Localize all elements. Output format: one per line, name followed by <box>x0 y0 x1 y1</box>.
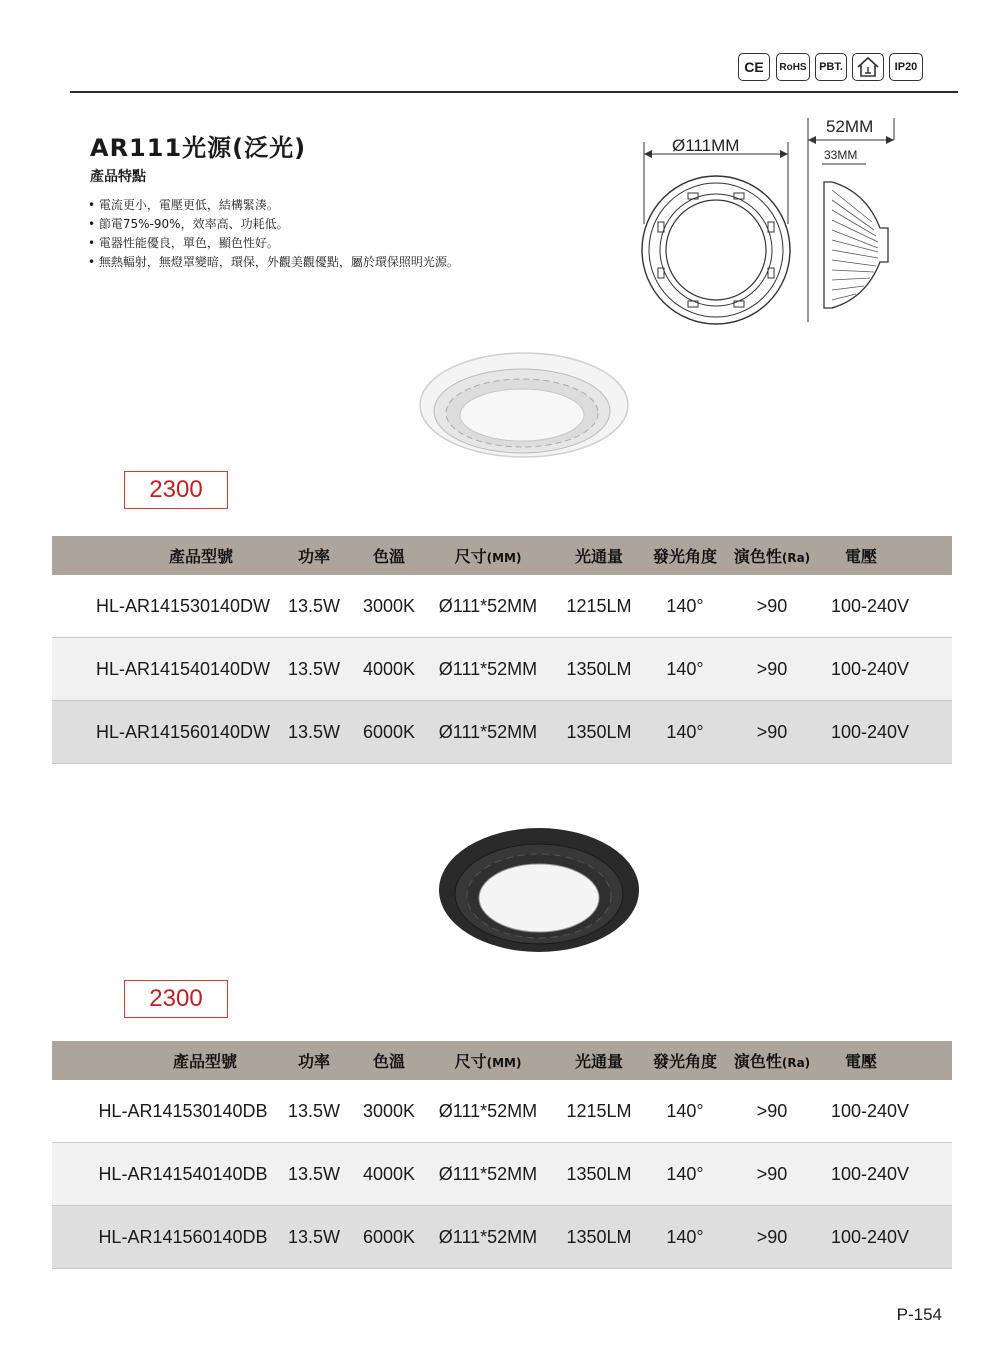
cell-power: 13.5W <box>287 595 341 616</box>
table-row <box>52 638 952 701</box>
cell-model: HL-AR141530140DW <box>95 595 271 616</box>
cell-power: 13.5W <box>287 1226 341 1247</box>
cell-lumen: 1350LM <box>566 1163 632 1184</box>
cell-lumen: 1215LM <box>566 595 632 616</box>
model-code-box: 2300 <box>124 980 228 1018</box>
header-lumen: 光通量 <box>574 1052 623 1071</box>
cell-cct: 3000K <box>362 1100 416 1121</box>
product-title: AR111光源(泛光) <box>90 134 307 162</box>
cell-cri: >90 <box>756 1226 788 1247</box>
cell-size: Ø111*52MM <box>438 721 538 742</box>
white-lamp-image <box>416 345 632 465</box>
table-row <box>52 1080 952 1143</box>
cell-voltage: 100-240V <box>830 1226 910 1247</box>
feature-list <box>88 196 459 272</box>
cell-cri: >90 <box>756 1163 788 1184</box>
cell-voltage: 100-240V <box>830 1163 910 1184</box>
cell-model: HL-AR141560140DW <box>95 721 271 742</box>
cell-beam-angle: 140° <box>666 1163 704 1184</box>
cell-beam-angle: 140° <box>666 1100 704 1121</box>
cell-beam-angle: 140° <box>666 721 704 742</box>
cell-cct: 6000K <box>362 1226 416 1247</box>
table-header <box>52 536 952 575</box>
cell-model: HL-AR141540140DW <box>95 658 271 679</box>
cell-voltage: 100-240V <box>830 1100 910 1121</box>
cell-voltage: 100-240V <box>830 721 910 742</box>
cell-beam-angle: 140° <box>666 595 704 616</box>
header-beam-angle: 發光角度 <box>652 1052 717 1071</box>
cell-voltage: 100-240V <box>830 658 910 679</box>
indoor-use-icon <box>852 53 884 81</box>
cell-beam-angle: 140° <box>666 658 704 679</box>
feature-item: • 節電75%-90%，效率高、功耗低。 <box>88 215 459 234</box>
cell-cct: 4000K <box>362 658 416 679</box>
header-power: 功率 <box>297 547 330 566</box>
table-row <box>52 701 952 764</box>
rohs-badge: RoHS <box>776 53 810 81</box>
cell-model: HL-AR141540140DB <box>98 1163 268 1184</box>
cell-power: 13.5W <box>287 1100 341 1121</box>
cell-cri: >90 <box>756 658 788 679</box>
header-size: 尺寸(MM) <box>454 1052 522 1071</box>
ip20-badge: IP20 <box>889 53 923 81</box>
cell-power: 13.5W <box>287 721 341 742</box>
header-lumen: 光通量 <box>574 547 623 566</box>
feature-item: • 電流更小，電壓更低，結構緊湊。 <box>88 196 459 215</box>
cell-cct: 4000K <box>362 1163 416 1184</box>
model-code-box: 2300 <box>124 471 228 509</box>
page-number: P-154 <box>896 1305 942 1324</box>
cell-cct: 6000K <box>362 721 416 742</box>
table-row <box>52 1206 952 1269</box>
cell-size: Ø111*52MM <box>438 1100 538 1121</box>
header-cri: 演色性(Ra) <box>733 547 811 566</box>
cell-cri: >90 <box>756 1100 788 1121</box>
inner-depth-label: 33MM <box>824 148 858 162</box>
cell-power: 13.5W <box>287 658 341 679</box>
cell-cri: >90 <box>756 721 788 742</box>
cell-lumen: 1350LM <box>566 658 632 679</box>
feature-item: • 無熱輻射，無燈罩變暗，環保，外觀美觀優點，屬於環保照明光源。 <box>88 253 459 272</box>
spec-table-black <box>52 1041 952 1269</box>
ce-badge: CE <box>738 53 770 81</box>
features-heading: 產品特點 <box>90 169 146 185</box>
header-divider <box>70 91 958 93</box>
cell-cri: >90 <box>756 595 788 616</box>
height-label: 52MM <box>826 117 874 136</box>
cell-power: 13.5W <box>287 1163 341 1184</box>
cell-lumen: 1350LM <box>566 1226 632 1247</box>
header-size: 尺寸(MM) <box>454 547 522 566</box>
header-cct: 色溫 <box>372 547 405 566</box>
cell-voltage: 100-240V <box>830 595 910 616</box>
pbt-badge: PBT. <box>815 53 847 81</box>
cell-model: HL-AR141530140DB <box>98 1100 268 1121</box>
header-power: 功率 <box>297 1052 330 1071</box>
header-beam-angle: 發光角度 <box>652 547 717 566</box>
cell-size: Ø111*52MM <box>438 1226 538 1247</box>
header-model: 產品型號 <box>168 547 233 566</box>
cell-lumen: 1215LM <box>566 1100 632 1121</box>
table-row <box>52 1143 952 1206</box>
header-voltage: 電壓 <box>844 547 877 566</box>
cell-size: Ø111*52MM <box>438 658 538 679</box>
header-cct: 色溫 <box>372 1052 405 1071</box>
dimension-drawing <box>636 112 896 327</box>
cell-beam-angle: 140° <box>666 1226 704 1247</box>
cell-model: HL-AR141560140DB <box>98 1226 268 1247</box>
header-voltage: 電壓 <box>844 1052 877 1071</box>
diameter-label: Ø111MM <box>672 136 740 155</box>
black-lamp-image <box>436 826 642 956</box>
cell-cct: 3000K <box>362 595 416 616</box>
spec-table-white <box>52 536 952 764</box>
table-header <box>52 1041 952 1080</box>
feature-item: • 電器性能優良，單色，顯色性好。 <box>88 234 459 253</box>
cell-size: Ø111*52MM <box>438 1163 538 1184</box>
table-row <box>52 575 952 638</box>
cell-lumen: 1350LM <box>566 721 632 742</box>
header-cri: 演色性(Ra) <box>733 1052 811 1071</box>
header-model: 產品型號 <box>172 1052 237 1071</box>
cell-size: Ø111*52MM <box>438 595 538 616</box>
